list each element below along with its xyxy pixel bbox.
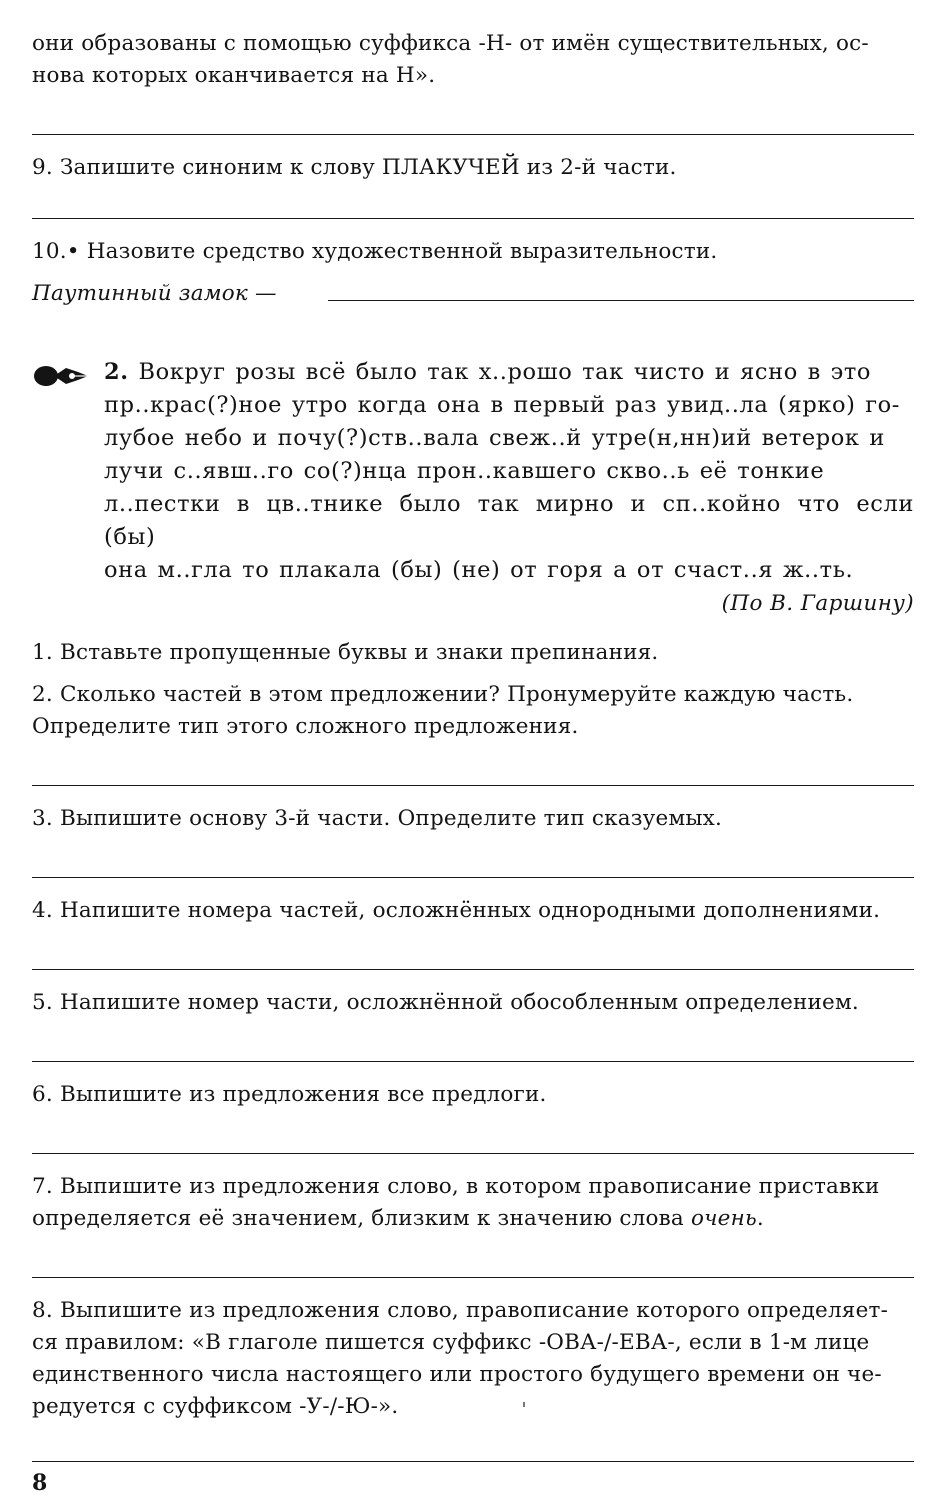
page-number: 8 [32, 1470, 48, 1496]
task-3: 3. Выпишите основу 3-й части. Определите тип сказуемых. [32, 806, 723, 831]
scan-speck [523, 1402, 525, 1407]
pen-nib-icon [32, 362, 92, 388]
task-1: 1. Вставьте пропущенные буквы и знаки препинания. [32, 640, 659, 665]
task-8-line-4: редуется с суффиксом -У-/-Ю-». [32, 1394, 399, 1419]
answer-line[interactable] [32, 134, 914, 135]
exercise-line-6: она м..гла то плакала (бы) (не) от горя а от счаст..я ж..ть. [104, 557, 854, 583]
answer-line[interactable] [32, 218, 914, 219]
task-2-line-1: 2. Сколько частей в этом предложении? Пронумеруйте каждую часть. [32, 682, 854, 707]
task-8-line-3: единственного числа настоящего или простого будущего времени он че- [32, 1362, 882, 1387]
question-10: 10.• Назовите средство художественной выразительности. [32, 239, 718, 264]
text-source: (По В. Гаршину) [721, 591, 914, 616]
worksheet-page [32, 28, 914, 1462]
task-8-line-1: 8. Выпишите из предложения слово, правописание которого определяет- [32, 1298, 889, 1323]
intro-line-2: нова которых оканчивается на Н». [32, 63, 436, 88]
task-7-line-1: 7. Выпишите из предложения слово, в котором правописание приставки [32, 1174, 880, 1199]
exercise-line-3: лубое небо и почу(?)ств..вала свеж..й утре(н,нн)ий ветерок и [104, 425, 885, 451]
task-2-line-2: Определите тип этого сложного предложения. [32, 714, 579, 739]
question-10-prompt: Паутинный замок — [32, 281, 277, 306]
answer-line[interactable] [32, 1153, 914, 1154]
answer-line[interactable] [32, 1061, 914, 1062]
exercise-number: 2. [104, 359, 129, 385]
answer-line[interactable] [32, 1277, 914, 1278]
task-7-keyword: очень [690, 1206, 757, 1231]
answer-line[interactable] [32, 1461, 914, 1462]
answer-line[interactable] [32, 969, 914, 970]
question-10-fill-row [32, 278, 914, 310]
exercise-line-1: 2. Вокруг розы всё было так х..рошо так чисто и ясно в это [104, 359, 872, 385]
answer-line[interactable] [32, 877, 914, 878]
exercise-line-5: л..пестки в цв..тнике было так мирно и сп..койно что если (бы) [104, 491, 914, 550]
answer-line[interactable] [32, 785, 914, 786]
task-8-line-2: ся правилом: «В глаголе пишется суффикс -ОВА-/-ЕВА-, если в 1-м лице [32, 1330, 870, 1355]
exercise-line-4: лучи с..явш..го со(?)нца прон..кавшего скво..ь её тонкие [104, 458, 825, 484]
exercise-line-2: пр..крас(?)ное утро когда она в первый раз увид..ла (ярко) го- [104, 392, 900, 418]
task-5: 5. Напишите номер части, осложнённой обособленным определением. [32, 990, 859, 1015]
exercise-text-block [32, 356, 914, 587]
answer-line[interactable] [328, 300, 914, 301]
task-4: 4. Напишите номера частей, осложнённых однородными дополнениями. [32, 898, 881, 923]
task-6: 6. Выпишите из предложения все предлоги. [32, 1082, 547, 1107]
intro-line-1: они образованы с помощью суффикса -Н- от имён существительных, ос- [32, 31, 869, 56]
task-7-line-2: определяется её значением, близким к значению слова очень. [32, 1206, 764, 1231]
question-9: 9. Запишите синоним к слову ПЛАКУЧЕЙ из 2-й части. [32, 155, 677, 180]
